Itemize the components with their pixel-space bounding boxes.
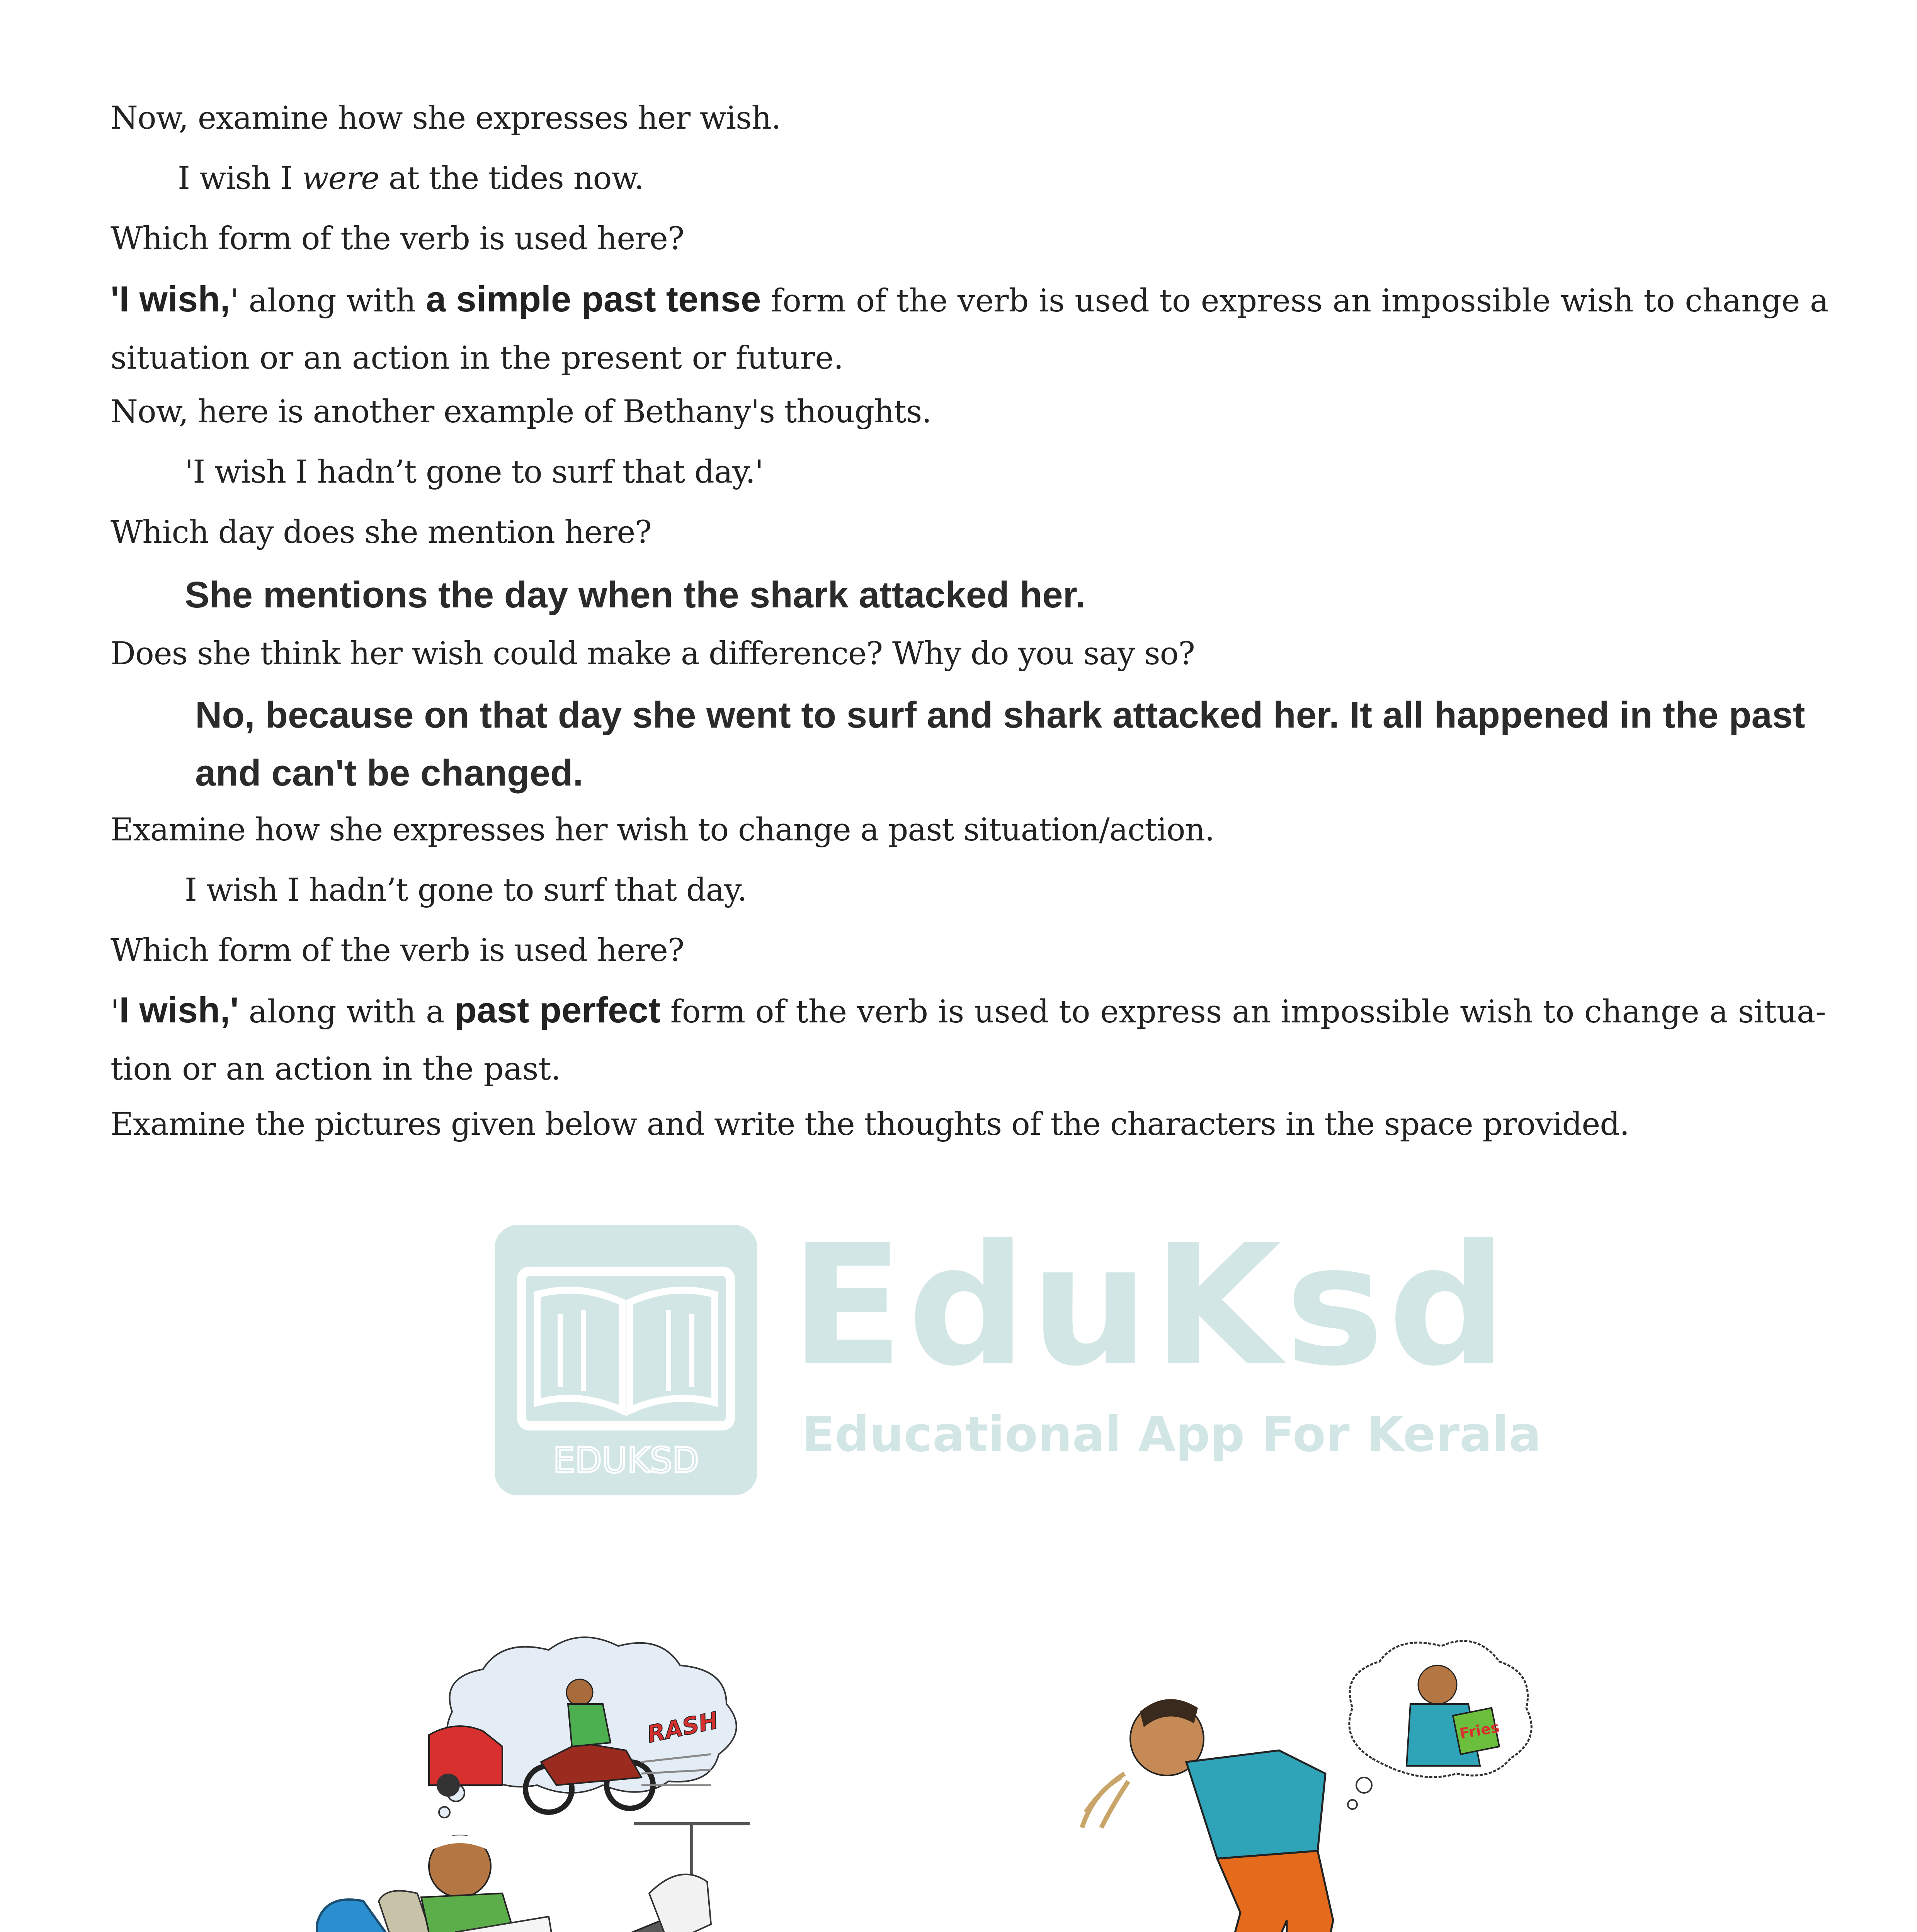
question: Which day does she mention here? [111, 514, 651, 551]
instruction: Examine the pictures given below and write the thoughts of the characters in the space provided. [111, 1106, 1629, 1143]
text-span: form of the verb is used to express an impossible wish to change a situa-tion or an action in the past. [111, 994, 1826, 1087]
text-span: form of the verb is used to express an impossible wish to change a situation or an action in the present or future. [111, 283, 1829, 376]
rule-paragraph [111, 270, 1830, 387]
watermark-subtitle: Educational App For Kerala [802, 1406, 1541, 1463]
bold-text: past perfect [454, 990, 660, 1030]
rider-head [566, 1679, 593, 1706]
rider-shirt [568, 1704, 611, 1747]
watermark-logo-text: EDUKSD [553, 1440, 699, 1481]
paragraph: Examine how she expresses her wish to change a past situation/action. [111, 812, 1214, 848]
bold-text: I wish,' [119, 990, 239, 1030]
sick-man-illustration [1070, 1611, 1542, 1932]
question: Which form of the verb is used here? [111, 932, 684, 969]
example-sentence [178, 157, 644, 200]
example-sentence: I wish I hadn’t gone to surf that day. [185, 872, 747, 908]
answer-text: She mentions the day when the shark attacked her. [185, 574, 1086, 616]
text-span: I wish I [178, 160, 302, 197]
text-span: ' [111, 994, 119, 1030]
eating-man-head [1418, 1665, 1457, 1704]
vomit-stream [1082, 1774, 1128, 1828]
answer-text: No, because on that day she went to surf and shark attacked her. It all happened in the past and can't be changed. [195, 694, 1805, 794]
sick-man-shirt [1186, 1750, 1325, 1859]
rash-label: RASH [645, 1707, 721, 1748]
paragraph: Now, here is another example of Bethany's thoughts. [111, 394, 932, 430]
paragraph: Now, examine how she expresses her wish. [111, 100, 781, 136]
italic-word: were [302, 160, 379, 197]
hospital-bed-illustration [301, 1615, 827, 1932]
text-span: at the tides now. [379, 160, 644, 197]
fries-label: Fries [1458, 1718, 1501, 1742]
bold-text: 'I wish, [111, 279, 230, 319]
book-icon [495, 1225, 757, 1495]
rule-paragraph [111, 981, 1830, 1098]
example-sentence: 'I wish I hadn’t gone to surf that day.' [185, 454, 764, 490]
question: Which form of the verb is used here? [111, 221, 684, 257]
text-span: ' along with [230, 283, 426, 319]
watermark-title: EduKsd [790, 1209, 1511, 1403]
question: Does she think her wish could make a difference? Why do you say so? [111, 636, 1195, 672]
bold-text: a simple past tense [426, 279, 761, 319]
sick-man-trousers [1217, 1851, 1333, 1932]
text-span: along with a [238, 994, 455, 1030]
watermark-logo [495, 1225, 757, 1495]
